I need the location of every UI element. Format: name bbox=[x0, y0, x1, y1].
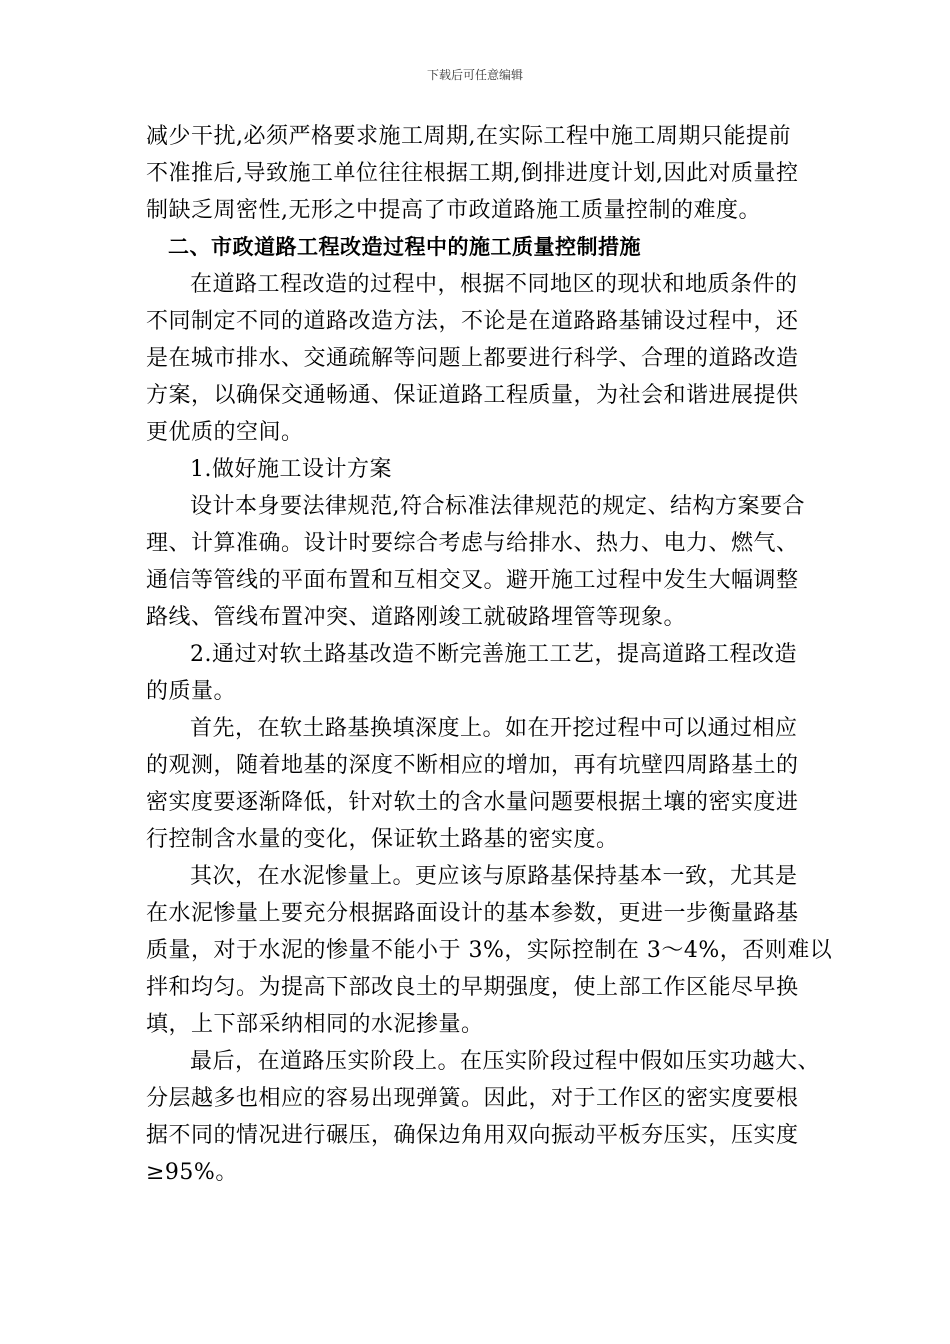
text-line: 行控制含水量的变化，保证软土路基的密实度。 bbox=[146, 827, 619, 852]
text-line: 不同制定不同的道路改造方法，不论是在道路路基铺设过程中，还 bbox=[146, 309, 799, 334]
text-line: 密实度要逐渐降低，针对软土的含水量问题要根据土壤的密实度进 bbox=[146, 790, 799, 815]
text-line: 据不同的情况进行碾压，确保边角用双向振动平板夯压实，压实度 bbox=[146, 1123, 799, 1148]
text-line: 填，上下部采纳相同的水泥掺量。 bbox=[146, 1012, 484, 1037]
text-line: 路线、管线布置冲突、道路刚竣工就破路埋管等现象。 bbox=[146, 605, 687, 630]
text-line: 首先，在软土路基换填深度上。如在开挖过程中可以通过相应 bbox=[190, 716, 798, 741]
text-line: 设计本身要法律规范,符合标准法律规范的规定、结构方案要合 bbox=[190, 494, 805, 519]
text-line: 在道路工程改造的过程中，根据不同地区的现状和地质条件的 bbox=[190, 272, 798, 297]
document-body bbox=[146, 118, 833, 1191]
text-line: 通信等管线的平面布置和互相交叉。避开施工过程中发生大幅调整 bbox=[146, 568, 799, 593]
text-line: 1.做好施工设计方案 bbox=[190, 457, 392, 482]
text-line: 其次，在水泥惨量上。更应该与原路基保持基本一致，尤其是 bbox=[190, 864, 798, 889]
text-line: 方案，以确保交通畅通、保证道路工程质量，为社会和谐进展提供 bbox=[146, 383, 799, 408]
text-line: 更优质的空间。 bbox=[146, 420, 304, 445]
text-line: 的质量。 bbox=[146, 679, 237, 704]
text-line: 理、计算准确。设计时要综合考虑与给排水、热力、电力、燃气、 bbox=[146, 531, 799, 556]
text-line: 在水泥惨量上要充分根据路面设计的基本参数，更进一步衡量路基 bbox=[146, 901, 799, 926]
text-line: 最后，在道路压实阶段上。在压实阶段过程中假如压实功越大、 bbox=[190, 1049, 821, 1074]
header-note: 下载后可任意编辑 bbox=[426, 68, 523, 82]
text-line: 质量，对于水泥的惨量不能小于 3%，实际控制在 3～4%，否则难以 bbox=[146, 938, 833, 963]
text-line: 是在城市排水、交通疏解等问题上都要进行科学、合理的道路改造 bbox=[146, 346, 799, 371]
text-line: 分层越多也相应的容易出现弹簧。因此，对于工作区的密实度要根 bbox=[146, 1086, 799, 1111]
text-line: 拌和均匀。为提高下部改良土的早期强度，使上部工作区能尽早换 bbox=[146, 975, 799, 1000]
section-heading: 二、市政道路工程改造过程中的施工质量控制措施 bbox=[168, 235, 641, 259]
text-line: ≥95%。 bbox=[146, 1160, 238, 1185]
text-line: 不准推后,导致施工单位往往根据工期,倒排进度计划,因此对质量控 bbox=[146, 161, 799, 186]
text-line: 减少干扰,必须严格要求施工周期,在实际工程中施工周期只能提前 bbox=[146, 124, 791, 149]
text-line: 制缺乏周密性,无形之中提高了市政道路施工质量控制的难度。 bbox=[146, 198, 761, 223]
text-line: 的观测，随着地基的深度不断相应的增加，再有坑壁四周路基土的 bbox=[146, 753, 799, 778]
text-line: 2.通过对软土路基改造不断完善施工工艺，提高道路工程改造 bbox=[190, 642, 797, 667]
